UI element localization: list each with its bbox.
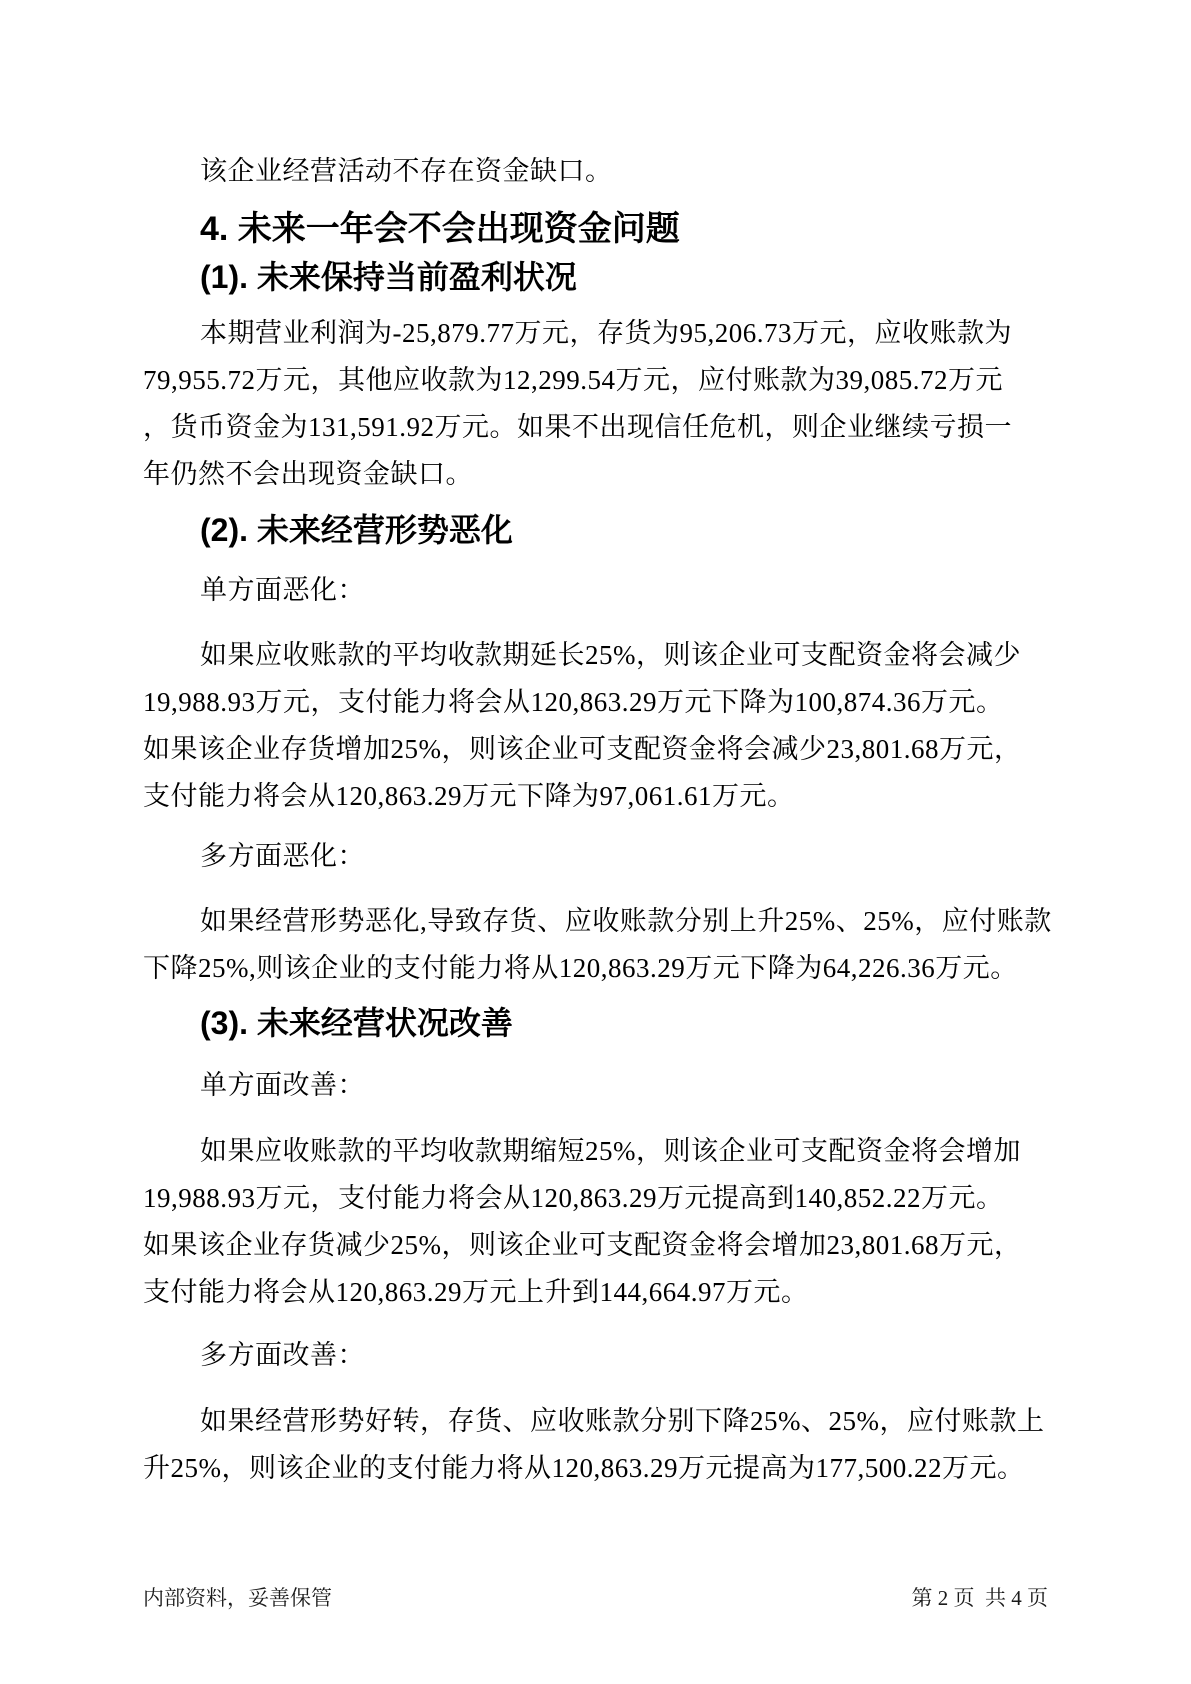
paragraph-line: 如果该企业存货增加25%，则该企业可支配资金将会减少23,801.68万元， xyxy=(143,734,1022,764)
body-paragraph xyxy=(143,632,1048,820)
page-footer xyxy=(143,1582,1048,1612)
paragraph-line: 79,955.72万元，其他应收款为12,299.54万元，应付账款为39,085.72万元 xyxy=(143,365,1003,395)
subsection-heading: (3). 未来经营状况改善 xyxy=(200,1005,513,1041)
footer-confidential-note: 内部资料，妥善保管 xyxy=(143,1586,332,1610)
paragraph-line: 该企业经营活动不存在资金缺口。 xyxy=(200,156,613,186)
paragraph-line: 支付能力将会从120,863.29万元下降为97,061.61万元。 xyxy=(143,781,795,811)
paragraph-line: 升25%，则该企业的支付能力将从120,863.29万元提高为177,500.22万元。 xyxy=(143,1453,1025,1483)
paragraph-line: 如果经营形势恶化,导致存货、应收账款分别上升25%、25%，应付账款 xyxy=(200,906,1052,936)
paragraph-line: 支付能力将会从120,863.29万元上升到144,664.97万元。 xyxy=(143,1277,809,1307)
paragraph-line: 如果该企业存货减少25%，则该企业可支配资金将会增加23,801.68万元， xyxy=(143,1230,1022,1260)
case-label: 多方面恶化： xyxy=(200,841,365,871)
case-label: 单方面恶化： xyxy=(200,575,365,605)
case-label: 单方面改善： xyxy=(200,1070,365,1100)
paragraph-line: 本期营业利润为-25,879.77万元，存货为95,206.73万元，应收账款为 xyxy=(200,318,1012,348)
subsection-heading: (1). 未来保持当前盈利状况 xyxy=(200,259,577,295)
body-paragraph xyxy=(143,310,1048,498)
document-content xyxy=(143,0,1052,1492)
body-paragraph xyxy=(143,898,1052,992)
subsection-heading: (2). 未来经营形势恶化 xyxy=(200,512,513,548)
paragraph-line: 如果应收账款的平均收款期延长25%，则该企业可支配资金将会减少 xyxy=(200,640,1021,670)
paragraph-line: 下降25%,则该企业的支付能力将从120,863.29万元下降为64,226.36万元。 xyxy=(143,953,1018,983)
paragraph-line: 19,988.93万元，支付能力将会从120,863.29万元下降为100,874.36万元。 xyxy=(143,687,1004,717)
paragraph-line: 年仍然不会出现资金缺口。 xyxy=(143,459,473,489)
paragraph-line: 如果应收账款的平均收款期缩短25%，则该企业可支配资金将会增加 xyxy=(200,1136,1021,1166)
footer-page-number: 第 2 页 共 4 页 xyxy=(911,1586,1048,1610)
body-paragraph xyxy=(143,148,1048,195)
body-paragraph xyxy=(143,1398,1048,1492)
paragraph-line: 19,988.93万元，支付能力将会从120,863.29万元提高到140,852.22万元。 xyxy=(143,1183,1004,1213)
body-paragraph xyxy=(143,1128,1048,1316)
case-label: 多方面改善： xyxy=(200,1340,365,1370)
section-heading: 4. 未来一年会不会出现资金问题 xyxy=(200,210,680,248)
paragraph-line: ，货币资金为131,591.92万元。如果不出现信任危机，则企业继续亏损一 xyxy=(143,412,1012,442)
paragraph-line: 如果经营形势好转，存货、应收账款分别下降25%、25%，应付账款上 xyxy=(200,1406,1045,1436)
